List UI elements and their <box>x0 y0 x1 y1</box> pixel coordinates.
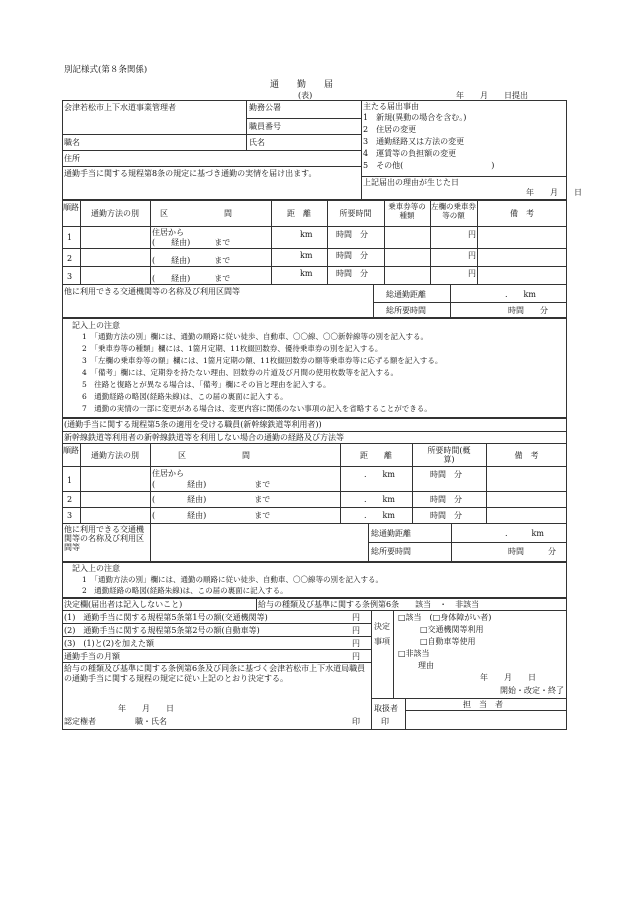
t2-r3-km: . km <box>364 511 395 520</box>
reason-date-label: 上記届出の理由が生じた日 <box>363 178 459 187</box>
t2-r2-via: ( 経由) まで <box>152 495 271 504</box>
declaration-text: 通勤手当に関する規程第8条の規定に基づき通勤の実情を届け出ます。 <box>64 169 317 178</box>
t1-r3-time: 時間 分 <box>336 269 368 278</box>
t1-r2-time: 時間 分 <box>336 251 368 260</box>
t2-h-section: 区 間 <box>178 451 250 460</box>
t1-r1-from: 住居から <box>152 228 184 237</box>
authorizer-position-name: 職・氏名 <box>135 717 167 726</box>
t1-h-section: 区 間 <box>160 209 232 218</box>
t2-h-order: 順路 <box>63 446 79 455</box>
name-label: 氏名 <box>249 138 265 147</box>
t1-r2-km: km <box>300 251 313 260</box>
t2-r3-via: ( 経由) まで <box>152 511 271 520</box>
reason-4: 4 運賃等の負担額の変更 <box>363 149 457 158</box>
t1-r1-via: ( 経由) まで <box>152 238 231 247</box>
t2-h-distance: 距 離 <box>360 451 392 460</box>
org-name: 会津若松市上下水道事業管理者 <box>64 103 176 112</box>
note-2-item-2: 2 通勤経路の略図(経路朱線)は、この届の裏面に記入する。 <box>82 586 288 595</box>
t2-r1-via: ( 経由) まで <box>152 480 271 489</box>
reason-date: 年 月 日 <box>526 188 582 197</box>
amount-line-3: (3) (1)と(2)を加えた額 <box>64 639 154 648</box>
handler-seal: 印 <box>381 717 389 726</box>
note-1-item-4: 4 「備考」欄には、定期券を持たない理由、回数券の片道及び月間の使用枚数等を記入する。 <box>82 368 399 377</box>
decision-date: 年 月 日 <box>480 673 536 682</box>
page-subtitle: (表) <box>298 91 313 100</box>
t1-r3-via: ( 経由) まで <box>152 274 231 283</box>
reason-3: 3 通勤経路又は方法の変更 <box>363 137 465 146</box>
t1-r3-km: km <box>300 269 313 278</box>
t1-total-distance-label: 総通勤距離 <box>386 290 426 299</box>
t2-r2-time: 時間 分 <box>430 495 462 504</box>
staff-number-label: 職員番号 <box>249 122 281 131</box>
t2-total-time-unit: 時間 分 <box>508 547 556 556</box>
t2-other-transport: 他に利用できる交通機関等の名称及び利用区間等 <box>64 525 144 553</box>
t1-h-distance: 距 離 <box>287 209 311 218</box>
t1-h-time: 所要時間 <box>339 209 372 218</box>
applies-transport: □交通機関等利用 <box>420 625 484 634</box>
notes-2-title: 記入上の注意 <box>72 564 120 573</box>
note-1-item-2: 2 「乗車券等の種類」欄には、1箇月定期、11枚綴回数券、優待乗車券の別を記入する。 <box>82 344 383 353</box>
t2-r1-time: 時間 分 <box>430 470 462 479</box>
decision-matters-label: 決定事項 <box>374 622 390 647</box>
office-label: 勤務公署 <box>249 103 281 112</box>
notes-1-title: 記入上の注意 <box>72 321 120 330</box>
t1-total-time-unit: 時間 分 <box>508 306 548 315</box>
amount-line-1-yen: 円 <box>352 613 360 622</box>
address-label: 住所 <box>64 154 80 163</box>
t2-r1-km: . km <box>364 470 395 479</box>
start-change-end: 開始・改定・終了 <box>500 686 564 695</box>
t2-h-method: 通勤方法の別 <box>91 451 139 460</box>
t2-total-distance-label: 総通勤距離 <box>371 529 411 538</box>
t2-h-time: 所要時間(概算) <box>427 446 471 465</box>
monthly-allowance: 通勤手当の月額 <box>64 652 120 661</box>
note-1-item-6: 6 通勤経路の略図(経路朱線)は、この届の裏面に記入する。 <box>82 392 288 401</box>
decision-title: 決定欄(届出者は記入しないこと) <box>64 600 183 609</box>
t1-other-transport: 他に利用できる交通機関等の名称及び利用区間等 <box>64 287 240 296</box>
t2-h-remarks: 備 考 <box>514 451 539 460</box>
t1-r1-km: km <box>300 230 313 239</box>
applies-car: □自動車等使用 <box>420 637 476 646</box>
applies-option: □該当 (□身体障がい者) <box>398 613 492 622</box>
t1-h-order: 順路 <box>63 203 79 212</box>
t2-r3-no: 3 <box>67 511 73 520</box>
section-2-subheading: 新幹線鉄道等利用者の新幹線鉄道等を利用しない場合の通勤の経路及び方法等 <box>64 433 344 442</box>
t1-total-distance-unit: . km <box>505 290 536 299</box>
reason-1: 1 新規(異動の場合を含む。) <box>363 113 467 122</box>
t1-total-time-label: 総所要時間 <box>386 306 426 315</box>
t2-r2-no: 2 <box>67 495 73 504</box>
salary-clause: 給与の種類及び基準に関する条例第6条 該当 ・ 非該当 <box>258 600 480 609</box>
t2-r1-from: 住居から <box>152 469 184 478</box>
authorizer-seal: 印 <box>352 717 360 726</box>
t2-total-time-label: 総所要時間 <box>371 547 411 556</box>
page-title: 通 勤 届 <box>270 80 334 90</box>
note-1-item-7: 7 通勤の実情の一部に変更がある場合は、変更内容に関係のない事項の記入を省略することができる。 <box>82 404 432 413</box>
reasons-title: 主たる届出事由 <box>363 102 419 111</box>
section-2-heading: (通勤手当に関する規程第5条の適用を受ける職員(新幹線鉄道等利用者)) <box>64 420 322 429</box>
not-applies-reason: 理由 <box>418 661 434 670</box>
amount-line-3-yen: 円 <box>352 639 360 648</box>
person-in-charge: 担 当 者 <box>463 700 503 709</box>
t2-r2-km: . km <box>364 495 395 504</box>
t1-r1-yen: 円 <box>468 230 476 239</box>
t1-r3-no: 3 <box>67 272 73 281</box>
note-1-item-1: 1 「通勤方法の別」欄には、通勤の順路に従い徒歩、自動車、〇〇線、〇〇新幹線等の別を記入する。 <box>82 332 429 341</box>
t1-h-method: 通勤方法の別 <box>91 209 139 218</box>
amount-line-2: (2) 通勤手当に関する規程第5条第2号の額(自動車等) <box>64 626 260 635</box>
form-label: 別記様式(第８条関係) <box>64 65 148 75</box>
t1-h-remarks: 備 考 <box>510 209 534 218</box>
t1-r2-yen: 円 <box>468 251 476 260</box>
amount-line-1: (1) 通勤手当に関する規程第5条第1号の額(交通機関等) <box>64 613 268 622</box>
note-1-item-5: 5 往路と復路とが異なる場合は、「備考」欄にその旨と理由を記入する。 <box>82 380 331 389</box>
note-1-item-3: 3 「左欄の乗車券等の額」欄には、1箇月定期の額、11枚綴回数券の額等乗車券等に応ずる額を記入する。 <box>82 356 443 365</box>
t1-r3-yen: 円 <box>468 269 476 278</box>
submit-date: 年 月 日提出 <box>456 91 528 100</box>
t1-r2-no: 2 <box>67 254 73 263</box>
t1-h-ticket-amount: 左欄の乗車券等の額 <box>431 202 476 220</box>
t1-h-ticket-type: 乗車券等の種類 <box>388 202 426 220</box>
authorizer-label: 認定権者 <box>64 717 96 726</box>
decision-statement: 給与の種類及び基準に関する条例第6条及び同条に基づく会津若松市上下水道局職員の通勤手当に関する規程の規定に従い上記のとおり決定する。 <box>64 664 366 684</box>
t1-r1-no: 1 <box>67 233 73 242</box>
not-applies-option: □非該当 <box>398 649 430 658</box>
t1-r2-via: ( 経由) まで <box>152 256 231 265</box>
job-title-label: 職名 <box>64 138 80 147</box>
reason-2: 2 住居の変更 <box>363 125 417 134</box>
t2-total-distance-unit: . km <box>505 529 544 538</box>
handler-label: 取扱者 <box>374 704 398 713</box>
t2-r1-no: 1 <box>67 476 73 485</box>
note-2-item-1: 1 「通勤方法の別」欄には、通勤の順路に従い徒歩、自動車、〇〇線等の別を記入する。 <box>82 575 384 584</box>
monthly-allowance-yen: 円 <box>352 652 360 661</box>
auth-date: 年 月 日 <box>118 704 174 713</box>
t2-r3-time: 時間 分 <box>430 511 462 520</box>
t1-r1-time: 時間 分 <box>336 230 368 239</box>
amount-line-2-yen: 円 <box>352 626 360 635</box>
reason-5: 5 その他( ) <box>363 161 495 170</box>
